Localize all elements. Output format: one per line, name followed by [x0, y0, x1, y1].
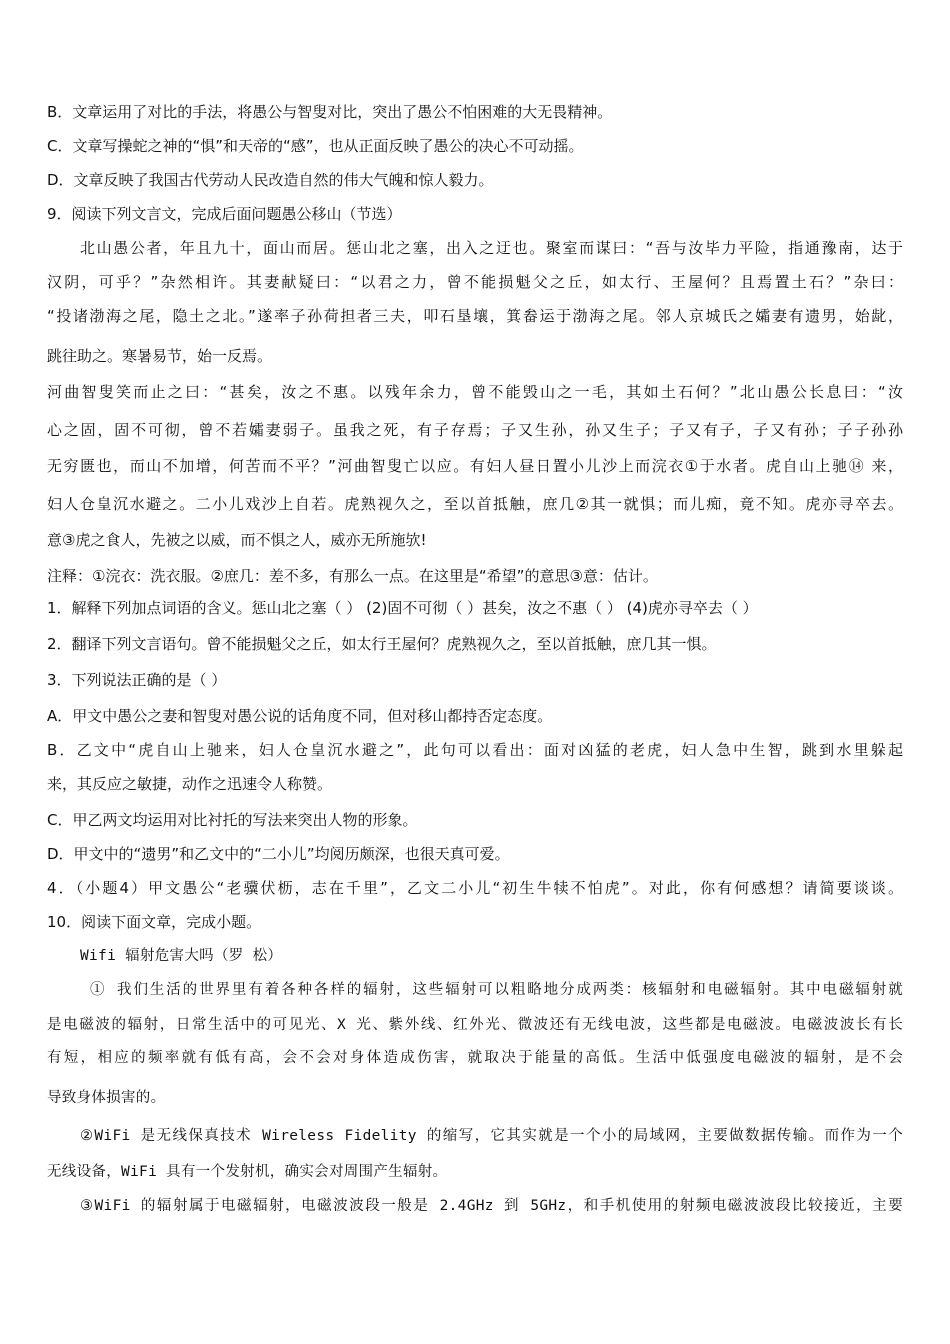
option-b: B．乙文中“虎自山上驰来，妇人仓皇沉水避之”，此句可以看出：面对凶猛的老虎，妇人急中生智，跳到水里躲起	[47, 741, 903, 759]
question-9-heading: 9．阅读下列文言文，完成后面问题愚公移山（节选）	[47, 205, 402, 223]
option-c: C．甲乙两文均运用对比衬托的写法来突出人物的形象。	[47, 811, 418, 829]
passage-line: 妇人仓皇沉水避之。二小儿戏沙上自若。虎熟视久之，至以首抵触，庶几②其一就惧；而儿痴，竟不知。虎亦寻卒去。	[47, 495, 903, 513]
article-line: ① 我们生活的世界里有着各种各样的辐射，这些辐射可以粗略地分成两类：核辐射和电磁辐射。其中电磁辐射就	[90, 982, 903, 998]
passage-line: 意③虎之食人，先被之以威，而不惧之人，威亦无所施欤!	[47, 531, 427, 549]
annotation: 注释：①浣衣：洗衣服。②庶几：差不多，有那么一点。在这里是“希望”的意思③意：估计。	[47, 567, 658, 585]
sub-question-1: 1．解释下列加点词语的含义。惩山北之塞（ ） (2)固不可彻（ ）甚矣，汝之不惠（ ） (4)虎亦寻卒去（ ）	[47, 599, 758, 617]
option-b-q8: B．文章运用了对比的手法，将愚公与智叟对比，突出了愚公不怕困难的大无畏精神。	[47, 103, 613, 121]
option-d: D．甲文中的“遗男”和乙文中的“二小儿”均阅历颇深，也很天真可爱。	[47, 845, 510, 863]
article-line: 有短，相应的频率就有低有高，会不会对身体造成伤害，就取决于能量的高低。生活中低强度电磁波的辐射，是不会	[47, 1050, 903, 1066]
passage-line: 北山愚公者，年且九十，面山而居。惩山北之塞，出入之迂也。聚室而谋曰：“吾与汝毕力平险，指通豫南，达于	[80, 239, 903, 257]
article-line: 导致身体损害的。	[47, 1090, 166, 1106]
sub-question-4: 4．（小题4）甲文愚公“老骥伏枥，志在千里”，乙文二小儿“初生牛犊不怕虎”。对此，你有何感想？请简要谈谈。	[47, 879, 903, 897]
passage-line: 无穷匮也，而山不加增，何苦而不平？”河曲智叟亡以应。有妇人昼日置小儿沙上而浣衣①于水者。虎自山上驰⑭ 来，	[47, 457, 903, 475]
passage-line: “投诸渤海之尾，隐土之北。”遂率子孙荷担者三夫，叩石垦壤，箕畚运于渤海之尾。邻人京城氏之孀妻有遗男，始龀，	[47, 307, 903, 325]
sub-question-3: 3．下列说法正确的是（ ）	[47, 671, 227, 689]
option-d-q8: D．文章反映了我国古代劳动人民改造自然的伟大气魄和惊人毅力。	[47, 171, 494, 189]
passage-line: 心之固，固不可彻，曾不若孀妻弱子。虽我之死，有子存焉；子又生孙，孙又生子；子又有子，子又有孙；子子孙孙	[47, 421, 903, 439]
passage-line: 河曲智叟笑而止之曰：“甚矣，汝之不惠。以残年余力，曾不能毁山之一毛，其如土石何？”北山愚公长息曰：“汝	[47, 383, 903, 401]
passage-line: 跳往助之。寒暑易节，始一反焉。	[47, 347, 273, 365]
question-10-heading: 10．阅读下面文章，完成小题。	[47, 913, 262, 931]
option-c-q8: C．文章写操蛇之神的“惧”和天帝的“感”，也从正面反映了愚公的决心不可动摇。	[47, 137, 584, 155]
article-line: 无线设备，WiFi 具有一个发射机，确实会对周围产生辐射。	[47, 1164, 448, 1180]
article-line: 是电磁波的辐射，日常生活中的可见光、X 光、紫外线、红外光、微波还有无线电波，这些都是电磁波。电磁波波长有长	[47, 1017, 903, 1033]
article-line: ③WiFi 的辐射属于电磁辐射，电磁波波段一般是 2.4GHz 到 5GHz，和手机使用的射频电磁波波段比较接近，主要	[80, 1198, 903, 1214]
article-title: Wifi 辐射危害大吗（罗 松）	[80, 948, 283, 964]
passage-line: 汉阴，可乎？”杂然相许。其妻献疑曰：“以君之力，曾不能损魁父之丘，如太行、王屋何？且焉置土石？”杂曰：	[47, 273, 903, 291]
option-a: A．甲文中愚公之妻和智叟对愚公说的话角度不同，但对移山都持否定态度。	[47, 707, 553, 725]
article-line: ②WiFi 是无线保真技术 Wireless Fidelity 的缩写，它其实就是一个小的局域网，主要做数据传输。而作为一个	[80, 1128, 903, 1144]
sub-question-2: 2．翻译下列文言语句。曾不能损魁父之丘，如太行王屋何？虎熟视久之，至以首抵触，庶几其一惧。	[47, 635, 717, 653]
option-b-cont: 来，其反应之敏捷，动作之迅速令人称赞。	[47, 775, 333, 793]
